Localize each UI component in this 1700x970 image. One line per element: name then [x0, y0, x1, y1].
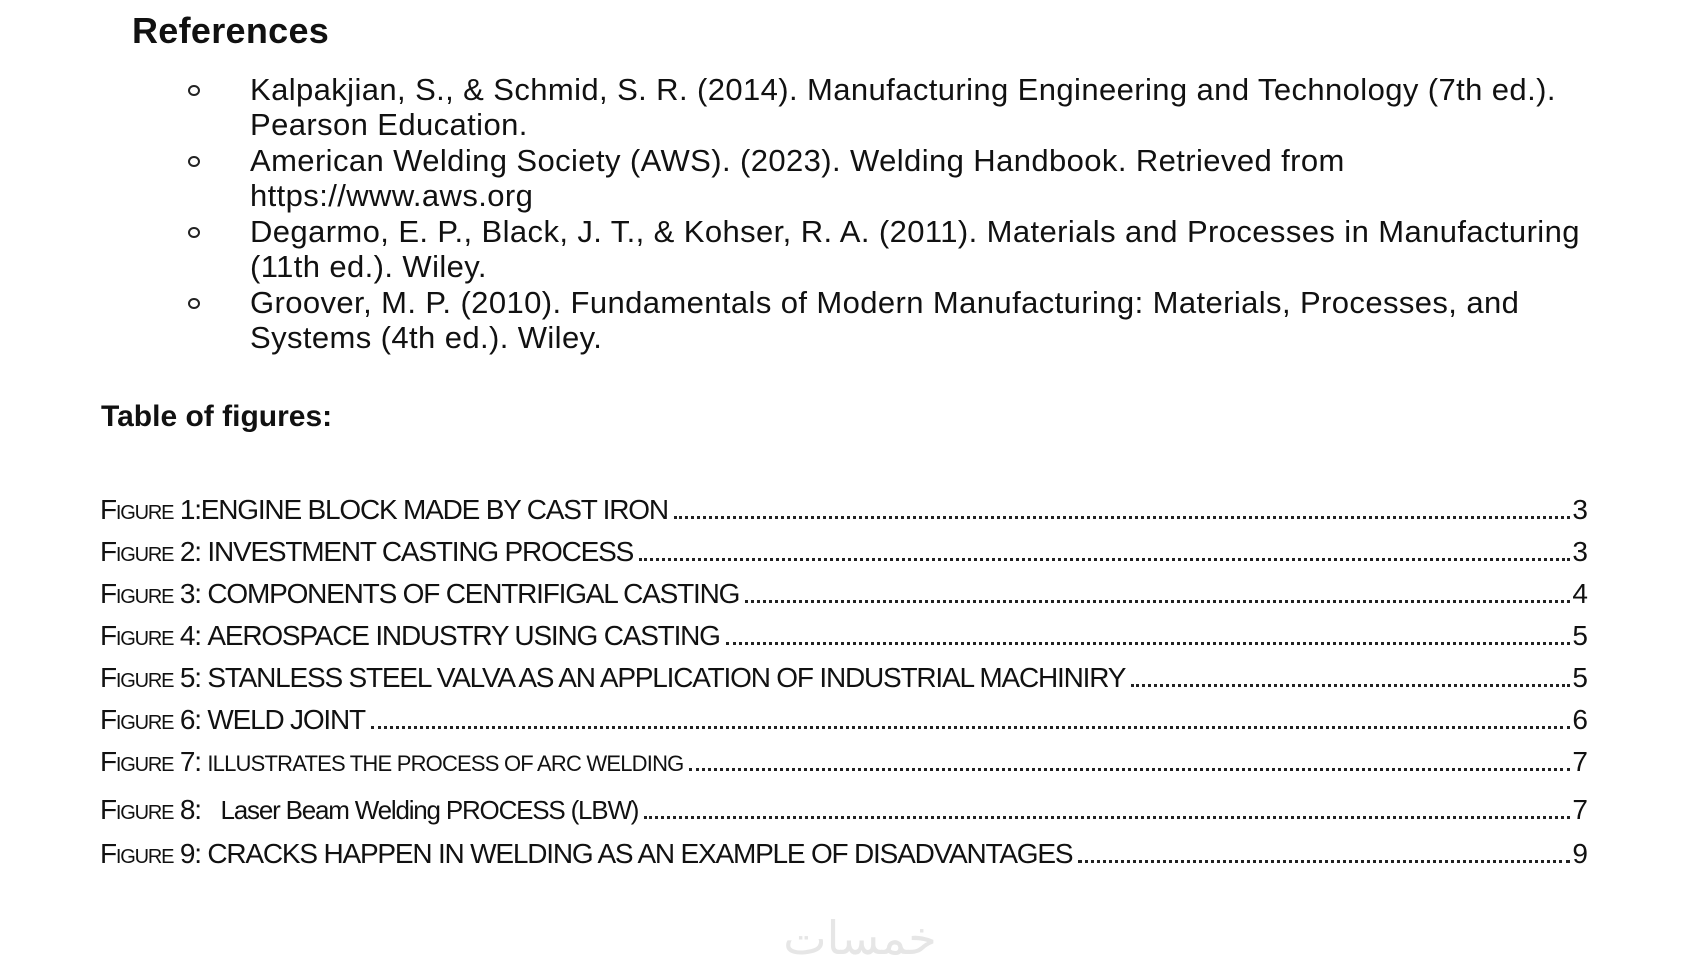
- references-heading: References: [132, 10, 330, 51]
- reference-item: [186, 285, 1606, 355]
- figure-entry[interactable]: [100, 838, 1588, 870]
- figure-entry[interactable]: [100, 536, 1588, 568]
- dot-leader: [371, 725, 1570, 729]
- figure-entry[interactable]: [100, 794, 1588, 826]
- figure-entry-title: ILLUSTRATES THE PROCESS OF ARC WELDING: [207, 751, 684, 776]
- watermark-logo: خمسات: [783, 911, 937, 965]
- figure-entry-title: COMPONENTS OF CENTRIFIGAL CASTING: [207, 578, 740, 609]
- dot-leader: [1131, 683, 1570, 687]
- figure-entry-label: [100, 536, 633, 568]
- figure-entry-page: 3: [1572, 494, 1588, 525]
- figure-entry-prefix: Figure 2:: [100, 536, 201, 567]
- reference-item: [186, 72, 1606, 142]
- figure-entry-prefix: Figure 5:: [100, 662, 201, 693]
- table-of-figures-colon: :: [322, 400, 333, 433]
- figure-entry-title: ENGINE BLOCK MADE BY CAST IRON: [200, 494, 668, 525]
- dot-leader: [745, 599, 1570, 603]
- figure-entry-title: INVESTMENT CASTING PROCESS: [207, 536, 634, 567]
- table-of-figures-heading: [101, 400, 332, 434]
- circle-bullet-icon: [188, 227, 200, 238]
- figure-entry-page: 5: [1572, 662, 1588, 693]
- figure-entry[interactable]: [100, 704, 1588, 736]
- figure-entry-prefix: Figure 9:: [100, 838, 201, 869]
- reference-text: Groover, M. P. (2010). Fundamentals of Modern Manufacturing: Materials, Processes, and Systems (4th ed.). Wiley.: [250, 285, 1520, 355]
- figure-entry[interactable]: [100, 620, 1588, 652]
- figure-entry-title: AEROSPACE INDUSTRY USING CASTING: [207, 620, 720, 651]
- figure-entry-label: [100, 662, 1125, 694]
- figure-entry-title: CRACKS HAPPEN IN WELDING AS AN EXAMPLE OF DISADVANTAGES: [207, 838, 1073, 869]
- figure-entry-page: 3: [1572, 536, 1588, 567]
- reference-item: [186, 214, 1606, 284]
- figure-entry-prefix: Figure 4:: [100, 620, 201, 651]
- figure-entry[interactable]: [100, 662, 1588, 694]
- reference-item: [186, 143, 1606, 213]
- dot-leader: [1078, 859, 1570, 863]
- figure-entry-label: [100, 578, 739, 610]
- table-of-figures-title: Table of figures: [101, 400, 323, 433]
- dot-leader: [644, 815, 1570, 819]
- references-list: [186, 72, 1606, 356]
- figure-entry-label: [100, 620, 720, 652]
- figure-entry-page: 7: [1572, 794, 1588, 825]
- reference-text: Kalpakjian, S., & Schmid, S. R. (2014). Manufacturing Engineering and Technology (7th ed.). Pearson Education.: [250, 72, 1556, 142]
- figure-entry-prefix: Figure 1:: [100, 494, 201, 525]
- figure-entry[interactable]: [100, 578, 1588, 610]
- dot-leader: [639, 557, 1570, 561]
- dot-leader: [674, 515, 1571, 519]
- figure-entry-label: [100, 494, 668, 526]
- figure-entry-label: [100, 838, 1072, 870]
- figure-entry-label: [100, 794, 638, 826]
- figure-entry[interactable]: [100, 494, 1588, 526]
- dot-leader: [726, 641, 1571, 645]
- figure-entry-prefix: Figure 6:: [100, 704, 201, 735]
- figure-entry-page: 4: [1572, 578, 1588, 609]
- figure-entry-prefix: Figure 8:: [100, 794, 201, 825]
- figure-entry-page: 7: [1572, 746, 1588, 777]
- reference-text: Degarmo, E. P., Black, J. T., & Kohser, R. A. (2011). Materials and Processes in Manufacturing (11th ed.). Wiley.: [250, 214, 1580, 284]
- circle-bullet-icon: [188, 156, 200, 167]
- figure-entry-page: 5: [1572, 620, 1588, 651]
- circle-bullet-icon: [188, 298, 200, 309]
- dot-leader: [689, 767, 1570, 771]
- figure-entry-page: 6: [1572, 704, 1588, 735]
- circle-bullet-icon: [188, 85, 200, 96]
- figure-entry-title: Laser Beam Welding PROCESS (LBW): [220, 795, 639, 825]
- reference-text: American Welding Society (AWS). (2023). Welding Handbook. Retrieved from https://www.aws.org: [250, 143, 1345, 213]
- figure-entry-title: STANLESS STEEL VALVA AS AN APPLICATION OF INDUSTRIAL MACHINIRY: [207, 662, 1126, 693]
- figure-entry-page: 9: [1572, 838, 1588, 869]
- figure-entry-label: [100, 704, 365, 736]
- figure-entry-title: WELD JOINT: [207, 704, 365, 735]
- figure-entry[interactable]: [100, 746, 1588, 778]
- figure-entry-label: [100, 746, 683, 778]
- figure-entry-prefix: Figure 3:: [100, 578, 201, 609]
- figure-entry-prefix: Figure 7:: [100, 746, 201, 777]
